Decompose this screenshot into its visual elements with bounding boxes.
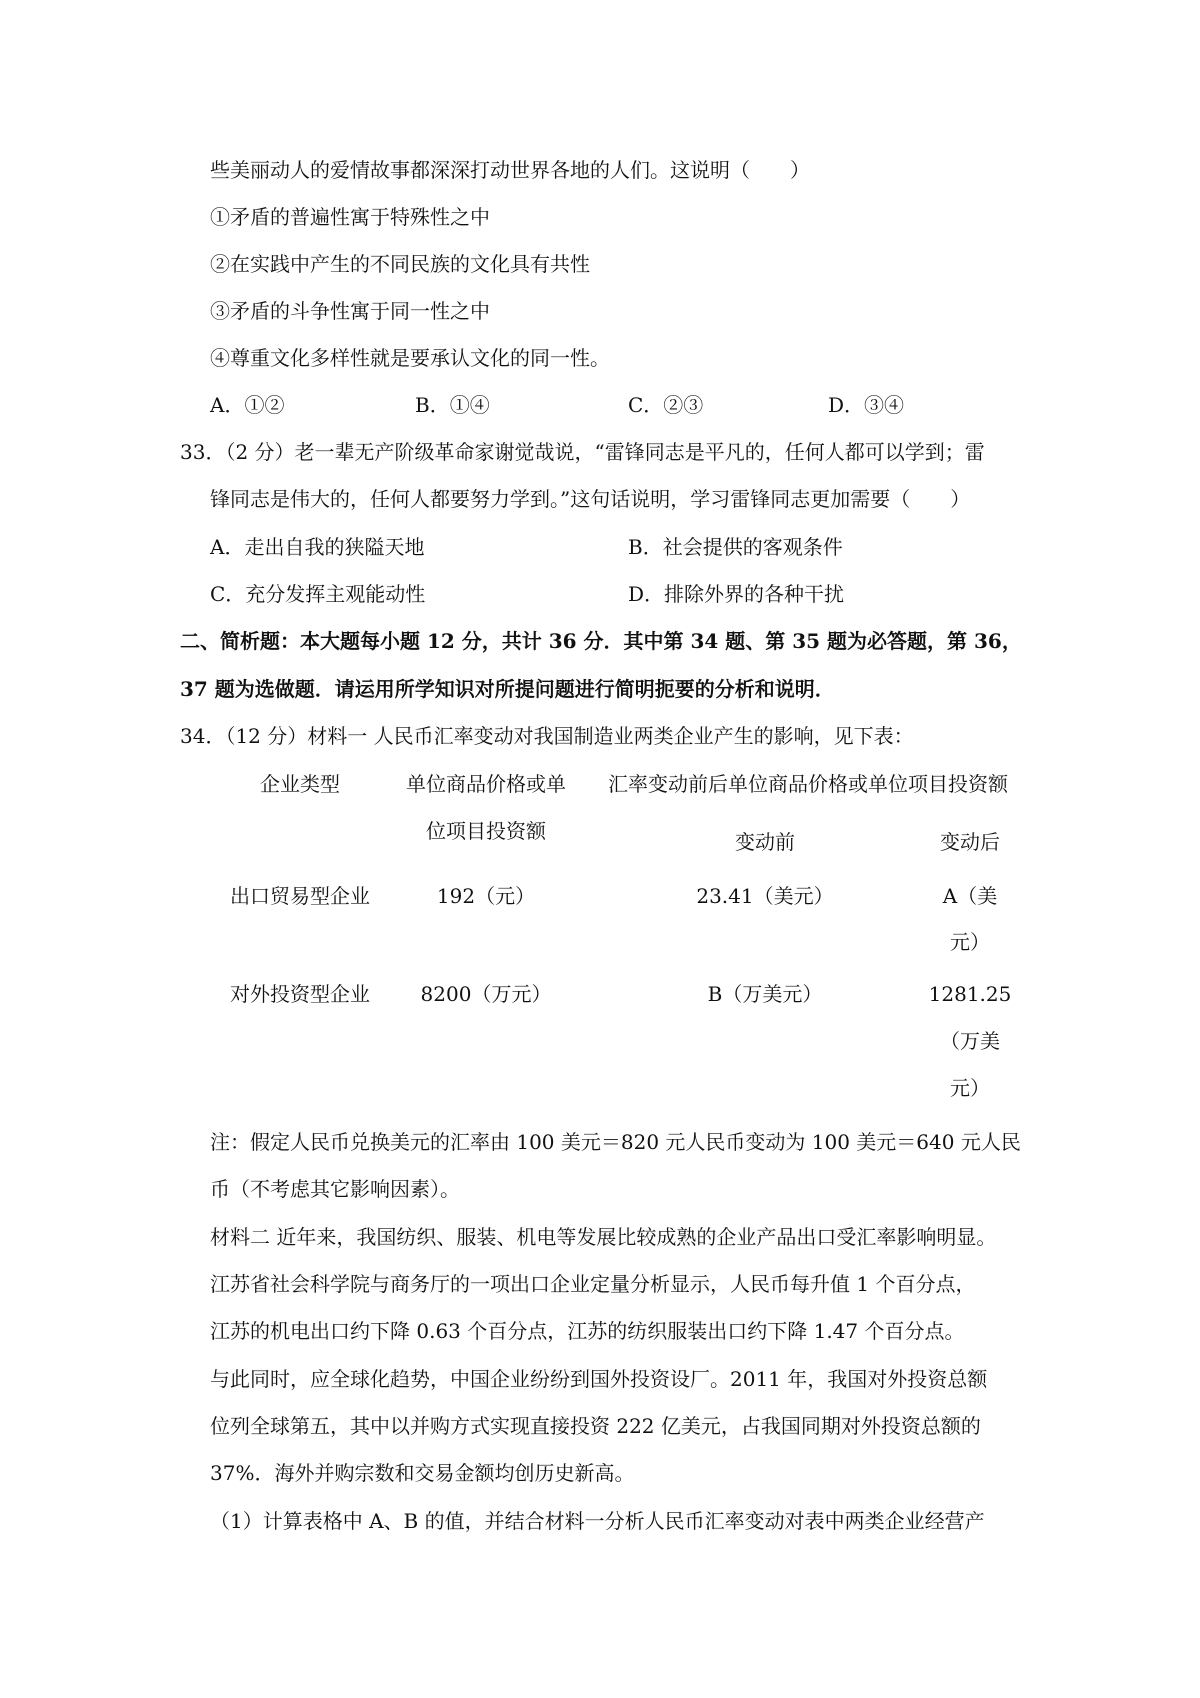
- row1-price: 192（元）: [436, 884, 536, 908]
- row2-after-line2: （万美: [940, 1029, 1000, 1053]
- table-header-price-line1: 单位商品价格或单: [406, 772, 566, 796]
- q34-intro: 34．（12 分）材料一 人民币汇率变动对我国制造业两类企业产生的影响，见下表：: [180, 724, 914, 748]
- q34-material2-line4: 与此同时，应全球化趋势，中国企业纷纷到国外投资设厂。2011 年，我国对外投资总额: [210, 1367, 988, 1391]
- q32-statement-1: ①矛盾的普遍性寓于特殊性之中: [210, 205, 490, 229]
- q33-stem-line2: 锋同志是伟大的，任何人都要努力学到。”这句话说明，学习雷锋同志更加需要（ ）: [210, 487, 971, 511]
- q34-sub-question-1: （1）计算表格中 A、B 的值，并结合材料一分析人民币汇率变动对表中两类企业经营产: [210, 1509, 985, 1533]
- row1-after-line1: A（美: [942, 884, 998, 908]
- row1-type: 出口贸易型企业: [230, 884, 370, 908]
- q32-statement-3: ③矛盾的斗争性寓于同一性之中: [210, 299, 490, 323]
- row2-price: 8200（万元）: [420, 982, 552, 1006]
- q32-stem-tail: 些美丽动人的爱情故事都深深打动世界各地的人们。这说明（ ）: [210, 158, 810, 182]
- table-header-after: 变动后: [940, 830, 1000, 854]
- q33-option-a: A．走出自我的狭隘天地: [210, 535, 425, 559]
- section2-heading-line2: 37 题为选做题．请运用所学知识对所提问题进行简明扼要的分析和说明．: [180, 677, 835, 701]
- q32-option-d: D．③④: [828, 393, 905, 417]
- q32-option-b: B．①④: [415, 393, 490, 417]
- q33-stem-line1: 33．（2 分）老一辈无产阶级革命家谢觉哉说，“雷锋同志是平凡的，任何人都可以学到；雷: [180, 440, 985, 464]
- table-header-type: 企业类型: [260, 772, 340, 796]
- q33-option-d: D．排除外界的各种干扰: [628, 582, 845, 606]
- row2-after-line3: 元）: [950, 1076, 990, 1100]
- q34-note-line2: 币（不考虑其它影响因素）。: [210, 1177, 460, 1201]
- q32-option-a: A．①②: [210, 393, 285, 417]
- row2-type: 对外投资型企业: [230, 982, 370, 1006]
- row2-after-line1: 1281.25: [928, 982, 1012, 1006]
- q32-statement-4: ④尊重文化多样性就是要承认文化的同一性。: [210, 346, 610, 370]
- q34-material2-line5: 位列全球第五，其中以并购方式实现直接投资 222 亿美元，占我国同期对外投资总额的: [210, 1414, 981, 1438]
- row2-before: B（万美元）: [707, 982, 823, 1006]
- q32-statement-2: ②在实践中产生的不同民族的文化具有共性: [210, 252, 590, 276]
- q34-material2-line3: 江苏的机电出口约下降 0.63 个百分点，江苏的纺织服装出口约下降 1.47 个百分点。: [210, 1319, 965, 1343]
- q34-material2-line6: 37%．海外并购宗数和交易金额均创历史新高。: [210, 1461, 635, 1485]
- q32-option-c: C．②③: [628, 393, 704, 417]
- q33-option-b: B．社会提供的客观条件: [628, 535, 843, 559]
- table-header-price-line2: 位项目投资额: [426, 819, 546, 843]
- q34-note-line1: 注：假定人民币兑换美元的汇率由 100 美元＝820 元人民币变动为 100 美元＝640 元人民: [210, 1130, 1021, 1154]
- q33-option-c: C．充分发挥主观能动性: [210, 582, 426, 606]
- table-header-before: 变动前: [735, 830, 795, 854]
- table-header-change: 汇率变动前后单位商品价格或单位项目投资额: [608, 772, 1008, 796]
- q34-material2-line2: 江苏省社会科学院与商务厅的一项出口企业定量分析显示，人民币每升值 1 个百分点，: [210, 1272, 976, 1296]
- row1-before: 23.41（美元）: [696, 884, 834, 908]
- q34-material2-line1: 材料二 近年来，我国纺织、服装、机电等发展比较成熟的企业产品出口受汇率影响明显。: [210, 1225, 997, 1249]
- section2-heading-line1: 二、简析题：本大题每小题 12 分，共计 36 分．其中第 34 题、第 35 题为必答题，第 36，: [180, 629, 1022, 653]
- row1-after-line2: 元）: [950, 930, 990, 954]
